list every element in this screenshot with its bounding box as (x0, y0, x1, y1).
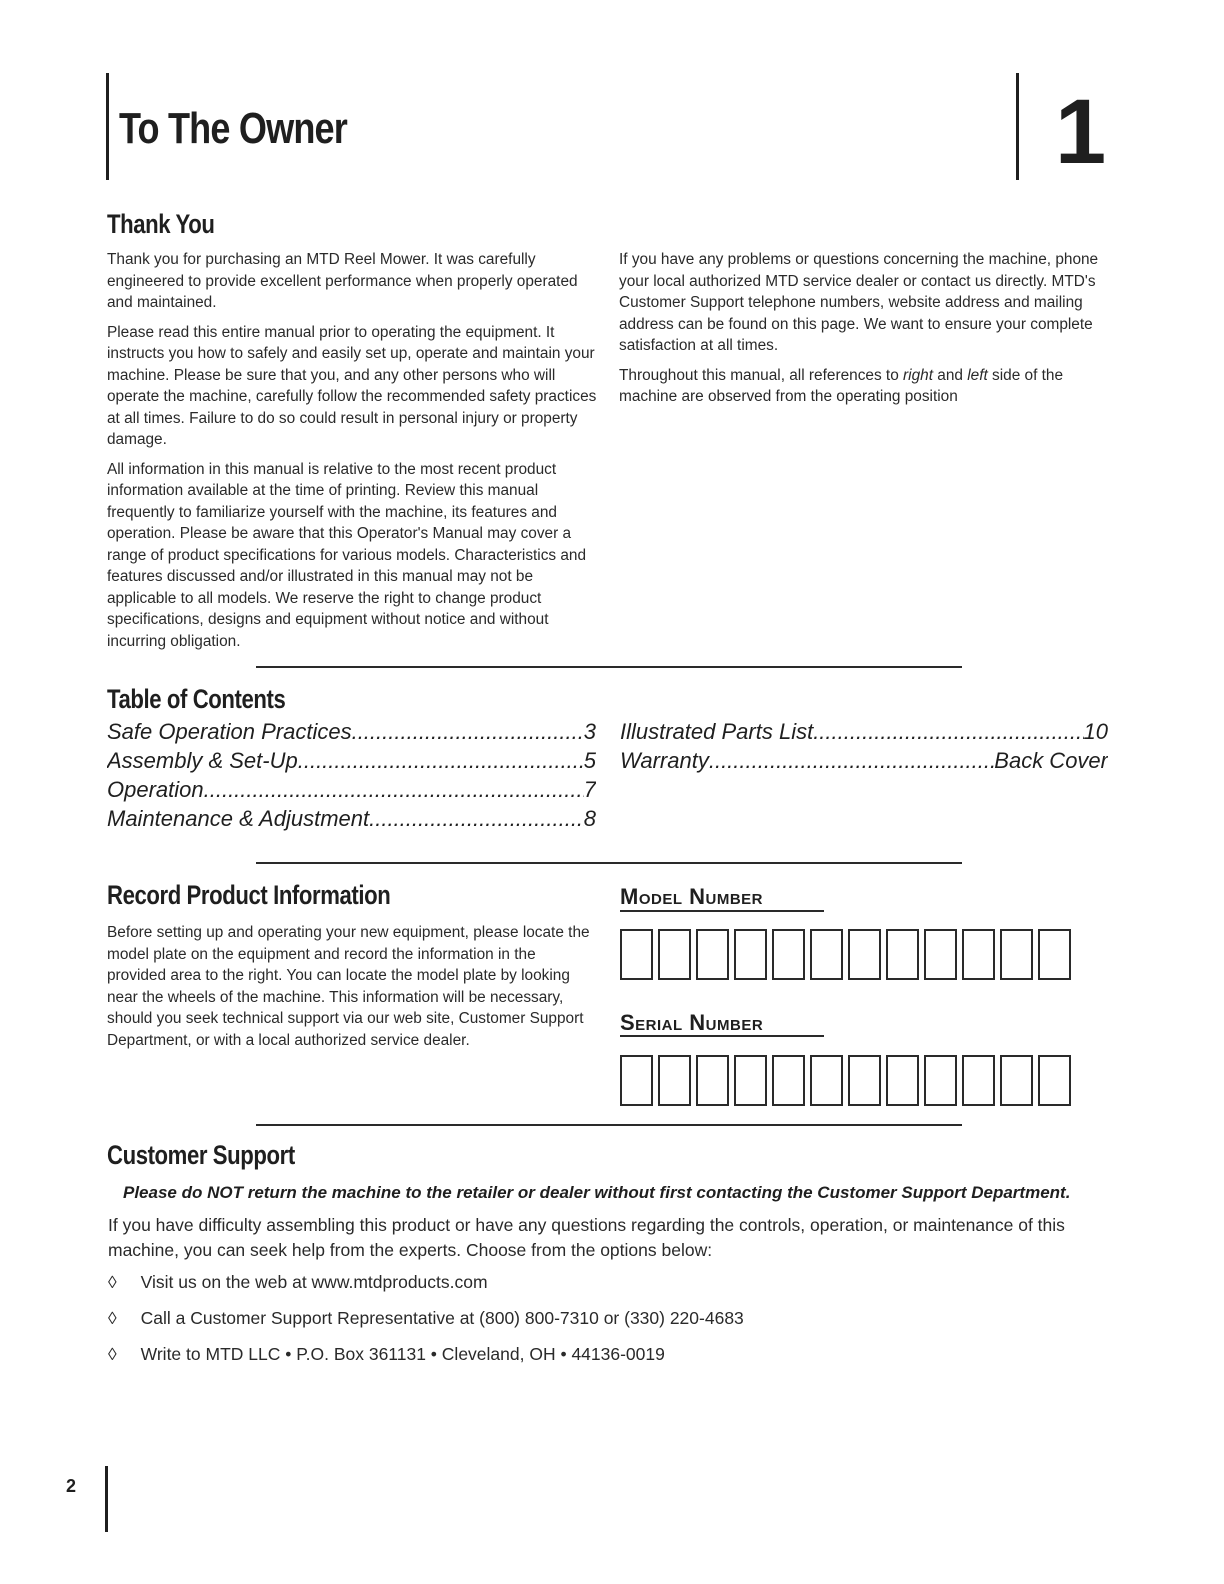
model-digit-box[interactable] (696, 929, 729, 980)
model-digit-box[interactable] (924, 929, 957, 980)
footer-rule (105, 1466, 108, 1532)
chapter-rule (1016, 73, 1019, 180)
model-number-boxes[interactable] (620, 929, 1071, 980)
support-note: Please do NOT return the machine to the retailer or dealer without first contacting the Customer Support Department. (123, 1183, 1071, 1202)
serial-digit-box[interactable] (1038, 1055, 1071, 1106)
thank-you-paragraph: If you have any problems or questions concerning the machine, phone your local authorized MTD service dealer or contact us directly. MTD's Customer Support telephone numbers, website address and mailing address can be found on this page. We want to ensure your complete satisfaction at all times. (619, 251, 1099, 354)
title-rule (106, 73, 109, 180)
serial-number-underline (620, 1035, 824, 1037)
diamond-bullet-icon: ◊ (108, 1272, 117, 1292)
model-digit-box[interactable] (658, 929, 691, 980)
thank-you-left-column (107, 249, 597, 660)
toc-heading: Table of Contents (107, 684, 286, 714)
support-option (108, 1344, 665, 1365)
diamond-bullet-icon: ◊ (108, 1308, 117, 1328)
phone-option[interactable]: Call a Customer Support Representative at (800) 800-7310 or (330) 220-4683 (140, 1308, 744, 1328)
mail-option: Write to MTD LLC • P.O. Box 361131 • Cleveland, OH • 44136-0019 (140, 1344, 665, 1364)
model-digit-box[interactable] (620, 929, 653, 980)
thank-you-right-column (619, 249, 1109, 416)
model-digit-box[interactable] (848, 929, 881, 980)
model-digit-box[interactable] (962, 929, 995, 980)
thank-you-heading: Thank You (107, 209, 215, 239)
model-digit-box[interactable] (886, 929, 919, 980)
toc-entry[interactable]: Warranty ..... Back Cover (620, 746, 1108, 775)
toc-entry[interactable]: Operation ..... 7 (107, 775, 596, 804)
serial-digit-box[interactable] (848, 1055, 881, 1106)
serial-digit-box[interactable] (962, 1055, 995, 1106)
model-number-underline (620, 910, 824, 912)
diamond-bullet-icon: ◊ (108, 1344, 117, 1364)
left-term: left (967, 366, 988, 384)
thank-you-paragraph: All information in this manual is relative to the most recent product information available at the time of printing. Review this manual frequently to familiarize yourself with the machine, its features and operation. Please be aware that this Operator's Manual may cover a range of product specifications for various models. Characteristics and features discussed and/or illustrated in this manual may not be applicable to all models. We reserve the right to change product specifications, designs and equipment without notice and without incurring obligation. (107, 460, 587, 650)
toc-entry[interactable]: Maintenance & Adjustment ..... 8 (107, 804, 596, 833)
model-digit-box[interactable] (1000, 929, 1033, 980)
serial-digit-box[interactable] (734, 1055, 767, 1106)
model-digit-box[interactable] (1038, 929, 1071, 980)
model-number-label: Model Number (620, 884, 763, 909)
serial-number-boxes[interactable] (620, 1055, 1071, 1106)
chapter-number: 1 (1055, 81, 1107, 183)
serial-digit-box[interactable] (658, 1055, 691, 1106)
serial-digit-box[interactable] (696, 1055, 729, 1106)
model-digit-box[interactable] (810, 929, 843, 980)
support-option (108, 1272, 488, 1293)
toc-entry[interactable]: Illustrated Parts List ..... 10 (620, 717, 1108, 746)
record-heading: Record Product Information (107, 880, 391, 910)
thank-you-paragraph: Please read this entire manual prior to operating the equipment. It instructs you how to safely and easily set up, operate and maintain your machine. Please be sure that you, and any other persons who will operate the machine, carefully follow the recommended safety practices at all times. Failure to do so could result in personal injury or property damage. (107, 323, 597, 448)
support-option (108, 1308, 744, 1329)
model-digit-box[interactable] (772, 929, 805, 980)
serial-digit-box[interactable] (810, 1055, 843, 1106)
section-divider (256, 862, 962, 864)
serial-digit-box[interactable] (1000, 1055, 1033, 1106)
serial-digit-box[interactable] (620, 1055, 653, 1106)
right-term: right (903, 366, 933, 384)
orientation-paragraph: Throughout this manual, all references to right and left side of the machine are observed from the operating position (619, 366, 1064, 405)
serial-digit-box[interactable] (772, 1055, 805, 1106)
thank-you-paragraph: Thank you for purchasing an MTD Reel Mower. It was carefully engineered to provide excellent performance when properly operated and maintained. (107, 251, 578, 311)
record-body: Before setting up and operating your new equipment, please locate the model plate on the equipment and record the information in the provided area to the right. You can locate the model plate by looking near the wheels of the machine. This information will be necessary, should you seek technical support via our web site, Customer Support Department, or with a local authorized service dealer. (107, 924, 590, 1049)
model-digit-box[interactable] (734, 929, 767, 980)
toc-right-column (620, 717, 1108, 775)
toc-entry[interactable]: Safe Operation Practices ..... 3 (107, 717, 596, 746)
page-title: To The Owner (119, 104, 348, 153)
section-divider (256, 1124, 962, 1126)
website-option[interactable]: Visit us on the web at www.mtdproducts.com (140, 1272, 488, 1292)
serial-digit-box[interactable] (924, 1055, 957, 1106)
page-number: 2 (66, 1476, 77, 1496)
serial-digit-box[interactable] (886, 1055, 919, 1106)
section-divider (256, 666, 962, 668)
support-intro: If you have difficulty assembling this product or have any questions regarding the controls, operation, or maintenance of this machine, you can seek help from the experts. Choose from the options below: (108, 1215, 1065, 1260)
toc-entry[interactable]: Assembly & Set-Up ..... 5 (107, 746, 596, 775)
serial-number-label: Serial Number (620, 1010, 764, 1035)
support-heading: Customer Support (107, 1140, 295, 1170)
toc-left-column (107, 717, 596, 833)
